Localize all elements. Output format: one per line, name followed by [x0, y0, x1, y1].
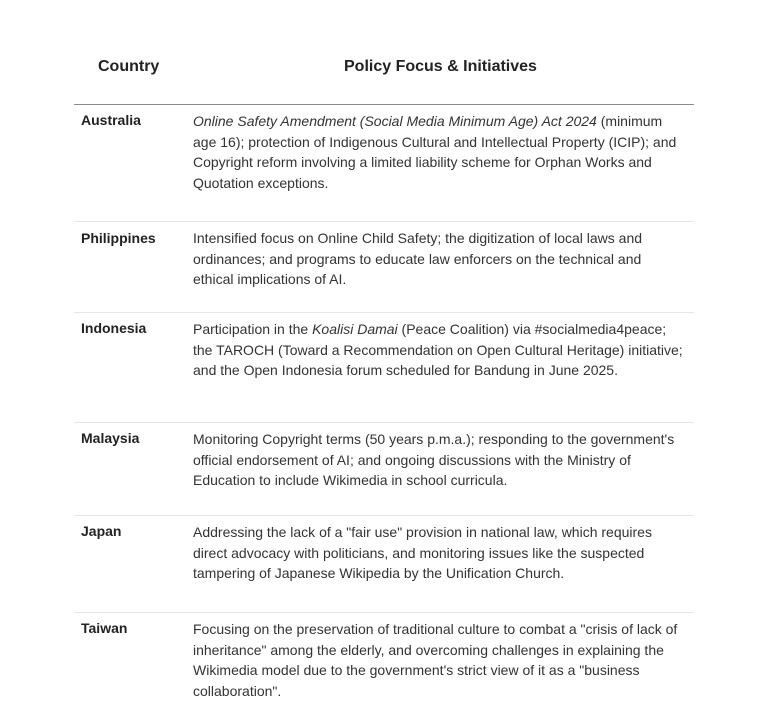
country-cell: Indonesia: [81, 320, 147, 336]
country-cell: Philippines: [81, 230, 156, 246]
policy-italic-text: Koalisi Damai: [312, 321, 398, 337]
policy-cell: Addressing the lack of a "fair use" provision in national law, which requires direct advocacy with politicians, and monitoring issues like the suspected tampering of Japanese Wikipedia by the Unification Church.: [193, 524, 652, 581]
column-header-country: Country: [98, 58, 160, 75]
table-row: [74, 105, 694, 222]
policy-text: (minimum age 16); protection of Indigenous Cultural and Intellectual Property (ICIP); and Copyright reform involving a limited liability scheme for Orphan Works and Quotation exceptions.: [193, 113, 677, 191]
column-header-policy: Policy Focus & Initiatives: [344, 58, 537, 75]
policy-cell: Intensified focus on Online Child Safety; the digitization of local laws and ordinances; and programs to educate law enforcers on the technical and ethical implications of AI.: [193, 230, 643, 287]
country-cell: Australia: [81, 112, 141, 128]
policy-text: (Peace Coalition) via #socialmedia4peace; the TAROCH (Toward a Recommendation on Open Cultural Heritage) initiative; and the Open Indonesia forum scheduled for Bandung in June 2025.: [193, 321, 683, 378]
policy-cell: [193, 319, 685, 381]
table-row: [74, 313, 694, 423]
country-cell: Malaysia: [81, 430, 140, 446]
table-row: [74, 516, 694, 613]
table-row: [74, 423, 694, 516]
country-cell: Japan: [81, 523, 122, 539]
policy-cell: [193, 111, 685, 193]
policy-cell: Monitoring Copyright terms (50 years p.m.a.); responding to the government's official endorsement of AI; and ongoing discussions with the Ministry of Education to include Wikimedia in school curricula.: [193, 431, 675, 488]
table-row: [74, 613, 694, 723]
table-header-row: [74, 48, 694, 105]
policy-text-pre: Participation in the: [193, 321, 313, 337]
country-cell: Taiwan: [81, 620, 128, 636]
policy-cell: Focusing on the preservation of traditional culture to combat a "crisis of lack of inheritance" among the elderly, and overcoming challenges in explaining the Wikimedia model due to the government's strict view of it as a "business collaboration".: [193, 621, 678, 699]
policy-italic-text: Online Safety Amendment (Social Media Minimum Age) Act 2024: [193, 113, 597, 129]
policy-table: [74, 48, 694, 723]
table-row: [74, 222, 694, 313]
